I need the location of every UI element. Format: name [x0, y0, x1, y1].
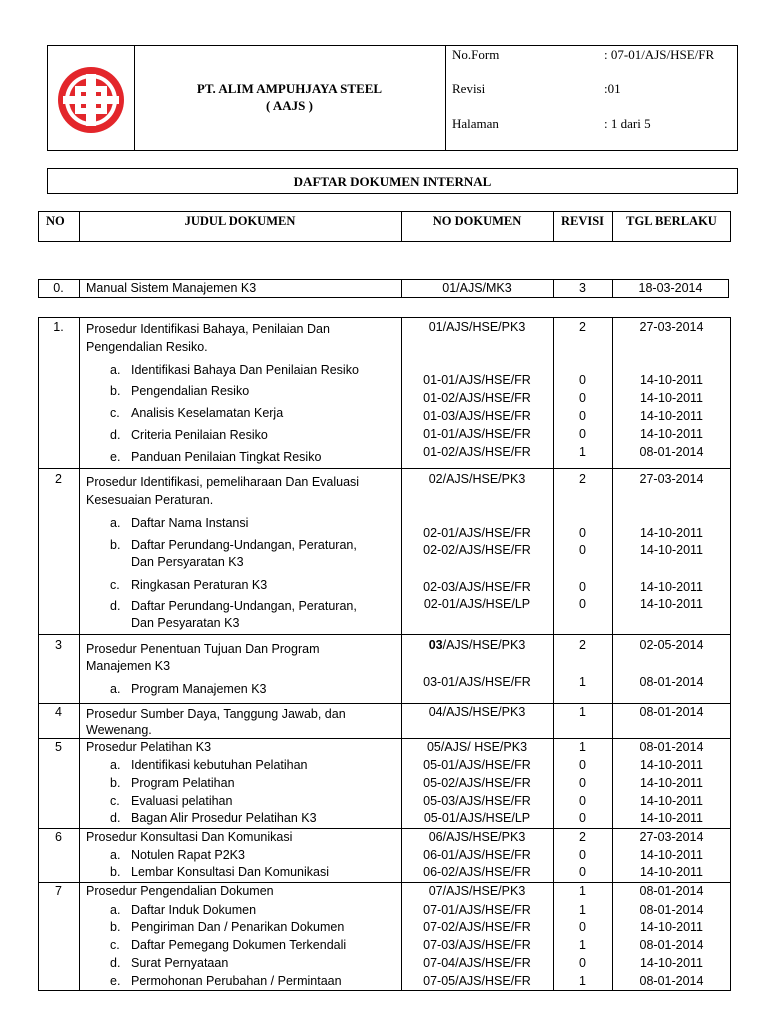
sub-date: 08-01-2014: [639, 938, 704, 952]
procedure-revision: 2: [579, 472, 586, 486]
sub-item-title: Lembar Konsultasi Dan Komunikasi: [131, 865, 330, 879]
col-header-title: JUDUL DOKUMEN: [184, 214, 296, 228]
sub-doc-number: 02-01/AJS/HSE/LP: [423, 597, 531, 611]
sub-item-letter: a.: [110, 758, 121, 772]
sub-item-title: Pengendalian Resiko: [131, 384, 250, 398]
sub-item-title: Identifikasi Bahaya Dan Penilaian Resiko: [131, 363, 359, 377]
procedure-doc-number: 02/AJS/HSE/PK3: [428, 472, 526, 486]
procedure-title: Manajemen K3: [86, 659, 171, 673]
sub-date: 08-01-2014: [639, 445, 704, 459]
company-abbreviation: ( AAJS ): [266, 98, 313, 113]
procedure-revision: 1: [579, 705, 586, 719]
sub-revision: 0: [579, 920, 586, 934]
procedure-revision: 2: [579, 638, 586, 652]
sub-revision: 0: [579, 865, 586, 879]
procedure-title: Prosedur Penentuan Tujuan Dan Program: [86, 642, 320, 656]
procedure-doc-number: 07/AJS/HSE/PK3: [428, 884, 526, 898]
row-number: 2: [55, 472, 62, 486]
sub-doc-number: 02-01/AJS/HSE/FR: [423, 526, 531, 540]
sub-item-title-cont: Dan Persyaratan K3: [131, 555, 244, 569]
sub-item-title: Daftar Pemegang Dokumen Terkendali: [131, 938, 347, 952]
document-title: DAFTAR DOKUMEN INTERNAL: [293, 174, 492, 189]
sub-item-title: Daftar Perundang-Undangan, Peraturan,: [131, 599, 357, 613]
sub-item-title: Surat Pernyataan: [131, 956, 229, 970]
sub-doc-number: 01-02/AJS/HSE/FR: [423, 391, 531, 405]
row-title: Manual Sistem Manajemen K3: [86, 281, 257, 295]
sub-item-title: Notulen Rapat P2K3: [131, 848, 245, 862]
sub-item-title: Daftar Perundang-Undangan, Peraturan,: [131, 538, 357, 552]
sub-item-letter: a.: [110, 848, 121, 862]
sub-revision: 1: [579, 938, 586, 952]
sub-item-letter: c.: [110, 938, 120, 952]
sub-item-title: Panduan Penilaian Tingkat Resiko: [131, 450, 322, 464]
procedure-title: Prosedur Identifikasi, pemeliharaan Dan Evaluasi: [86, 475, 360, 489]
sub-date: 14-10-2011: [639, 373, 703, 387]
procedure-doc-number: [401, 638, 553, 653]
procedure-title: Prosedur Identifikasi Bahaya, Penilaian Dan: [86, 322, 330, 336]
col-header-revision: REVISI: [560, 214, 605, 228]
procedure-title: Prosedur Pengendalian Dokumen: [86, 884, 274, 898]
sub-item-title: Analisis Keselamatan Kerja: [131, 406, 284, 420]
procedure-revision: 2: [579, 830, 586, 844]
sub-item-letter: b.: [110, 776, 121, 790]
sub-revision: 0: [579, 580, 586, 594]
sub-date: 14-10-2011: [639, 597, 703, 611]
sub-doc-number: 07-04/AJS/HSE/FR: [423, 956, 531, 970]
sub-item-letter: e.: [110, 974, 121, 988]
row-number: 7: [55, 884, 62, 898]
sub-revision: 0: [579, 956, 586, 970]
sub-item-letter: c.: [110, 578, 120, 592]
sub-date: 14-10-2011: [639, 526, 703, 540]
sub-revision: 0: [579, 526, 586, 540]
procedure-date: 27-03-2014: [639, 830, 704, 844]
row-number: 1.: [53, 320, 64, 334]
procedure-date: 02-05-2014: [639, 638, 704, 652]
sub-doc-number: 07-01/AJS/HSE/FR: [423, 903, 531, 917]
sub-revision: 1: [579, 675, 586, 689]
procedure-doc-number: 01/AJS/HSE/PK3: [428, 320, 526, 334]
sub-revision: 1: [579, 974, 586, 988]
procedure-date: 08-01-2014: [639, 740, 704, 754]
sub-date: 14-10-2011: [639, 391, 703, 405]
sub-date: 14-10-2011: [639, 956, 703, 970]
sub-doc-number: 05-01/AJS/HSE/FR: [423, 758, 531, 772]
sub-revision: 0: [579, 373, 586, 387]
procedure-doc-number: 05/AJS/ HSE/PK3: [426, 740, 528, 754]
sub-item-letter: b.: [110, 384, 121, 398]
sub-revision: 0: [579, 776, 586, 790]
form-number-label: No.Form: [452, 47, 500, 62]
sub-doc-number: 02-03/AJS/HSE/FR: [423, 580, 531, 594]
sub-item-title: Daftar Nama Instansi: [131, 516, 249, 530]
sub-doc-number: 01-03/AJS/HSE/FR: [423, 409, 531, 423]
procedure-revision: 2: [579, 320, 586, 334]
page-value: : 1 dari 5: [604, 116, 651, 131]
sub-date: 14-10-2011: [639, 920, 703, 934]
row-number: 0.: [53, 281, 64, 295]
row-number: 6: [55, 830, 62, 844]
sub-doc-number: 02-02/AJS/HSE/FR: [423, 543, 531, 557]
sub-date: 14-10-2011: [639, 543, 703, 557]
procedure-date: 27-03-2014: [639, 472, 704, 486]
sub-item-letter: c.: [110, 406, 120, 420]
sub-revision: 1: [579, 903, 586, 917]
sub-item-title: Identifikasi kebutuhan Pelatihan: [131, 758, 308, 772]
sub-revision: 0: [579, 758, 586, 772]
procedure-title: Pengendalian Resiko.: [86, 340, 208, 354]
procedure-doc-number: 04/AJS/HSE/PK3: [428, 705, 526, 719]
company-logo: [55, 64, 127, 136]
sub-item-title: Criteria Penilaian Resiko: [131, 428, 268, 442]
sub-doc-number: 01-01/AJS/HSE/FR: [423, 427, 531, 441]
sub-revision: 0: [579, 427, 586, 441]
col-header-doc-number: NO DOKUMEN: [432, 214, 522, 228]
procedure-title: Wewenang.: [86, 723, 152, 737]
procedure-doc-number: 06/AJS/HSE/PK3: [428, 830, 526, 844]
sub-doc-number: 06-01/AJS/HSE/FR: [423, 848, 531, 862]
procedure-revision: 1: [579, 740, 586, 754]
sub-doc-number: 05-02/AJS/HSE/FR: [423, 776, 531, 790]
col-header-effective-date: TGL BERLAKU: [626, 214, 717, 228]
sub-doc-number: 07-05/AJS/HSE/FR: [423, 974, 531, 988]
sub-item-letter: a.: [110, 903, 121, 917]
sub-date: 14-10-2011: [639, 794, 703, 808]
revision-value: :01: [604, 81, 621, 96]
sub-revision: 0: [579, 811, 586, 825]
sub-item-title: Ringkasan Peraturan K3: [131, 578, 268, 592]
row-effective-date: 18-03-2014: [638, 281, 703, 295]
sub-item-title: Program Manajemen K3: [131, 682, 267, 696]
sub-item-letter: c.: [110, 794, 120, 808]
procedure-title: Prosedur Pelatihan K3: [86, 740, 212, 754]
sub-revision: 0: [579, 409, 586, 423]
sub-revision: 1: [579, 445, 586, 459]
sub-item-letter: a.: [110, 516, 121, 530]
sub-item-letter: b.: [110, 865, 121, 879]
row-revision: 3: [579, 281, 586, 295]
sub-doc-number: 06-02/AJS/HSE/FR: [423, 865, 531, 879]
sub-item-letter: d.: [110, 956, 121, 970]
procedure-title: Prosedur Sumber Daya, Tanggung Jawab, dan: [86, 707, 346, 721]
company-name: PT. ALIM AMPUHJAYA STEEL: [196, 81, 383, 96]
sub-item-title: Program Pelatihan: [131, 776, 235, 790]
sub-item-letter: a.: [110, 363, 121, 377]
procedure-date: 27-03-2014: [639, 320, 704, 334]
sub-date: 08-01-2014: [639, 675, 704, 689]
sub-item-title: Daftar Induk Dokumen: [131, 903, 257, 917]
col-header-no: NO: [46, 214, 65, 228]
procedure-revision: 1: [579, 884, 586, 898]
sub-item-title: Evaluasi pelatihan: [131, 794, 233, 808]
sub-date: 14-10-2011: [639, 848, 703, 862]
page-label: Halaman: [452, 116, 499, 131]
sub-date: 14-10-2011: [639, 776, 703, 790]
sub-item-title: Pengiriman Dan / Penarikan Dokumen: [131, 920, 345, 934]
sub-revision: 0: [579, 848, 586, 862]
row-number: 3: [55, 638, 62, 652]
sub-item-title-cont: Dan Pesyaratan K3: [131, 616, 240, 630]
sub-item-letter: d.: [110, 811, 121, 825]
sub-doc-number: 05-03/AJS/HSE/FR: [423, 794, 531, 808]
sub-revision: 0: [579, 543, 586, 557]
form-number-value: : 07-01/AJS/HSE/FR: [604, 47, 715, 62]
sub-item-letter: d.: [110, 599, 121, 613]
sub-item-letter: a.: [110, 682, 121, 696]
sub-item-letter: d.: [110, 428, 121, 442]
sub-date: 14-10-2011: [639, 865, 703, 879]
sub-date: 14-10-2011: [639, 409, 703, 423]
row-number: 4: [55, 705, 62, 719]
sub-item-letter: b.: [110, 920, 121, 934]
sub-doc-number: 01-02/AJS/HSE/FR: [423, 445, 531, 459]
sub-date: 14-10-2011: [639, 758, 703, 772]
sub-doc-number: 07-03/AJS/HSE/FR: [423, 938, 531, 952]
sub-date: 14-10-2011: [639, 811, 703, 825]
row-number: 5: [55, 740, 62, 754]
sub-item-letter: e.: [110, 450, 121, 464]
procedure-title: Prosedur Konsultasi Dan Komunikasi: [86, 830, 293, 844]
procedure-title: Kesesuaian Peraturan.: [86, 493, 214, 507]
sub-date: 14-10-2011: [639, 427, 703, 441]
sub-doc-number: 03-01/AJS/HSE/FR: [423, 675, 531, 689]
sub-date: 14-10-2011: [639, 580, 703, 594]
sub-date: 08-01-2014: [639, 903, 704, 917]
sub-date: 08-01-2014: [639, 974, 704, 988]
sub-revision: 0: [579, 597, 586, 611]
sub-doc-number: 01-01/AJS/HSE/FR: [423, 373, 531, 387]
procedure-date: 08-01-2014: [639, 884, 704, 898]
doc-number-rest: /AJS/HSE/PK3: [442, 638, 526, 652]
doc-number-bold-part: 03: [428, 638, 443, 652]
sub-item-title: Bagan Alir Prosedur Pelatihan K3: [131, 811, 317, 825]
sub-item-title: Permohonan Perubahan / Permintaan: [131, 974, 342, 988]
sub-doc-number: 05-01/AJS/HSE/LP: [423, 811, 531, 825]
revision-label: Revisi: [452, 81, 486, 96]
sub-revision: 0: [579, 391, 586, 405]
sub-item-letter: b.: [110, 538, 121, 552]
sub-revision: 0: [579, 794, 586, 808]
sub-doc-number: 07-02/AJS/HSE/FR: [423, 920, 531, 934]
row-doc-number: 01/AJS/MK3: [442, 281, 512, 295]
procedure-date: 08-01-2014: [639, 705, 704, 719]
